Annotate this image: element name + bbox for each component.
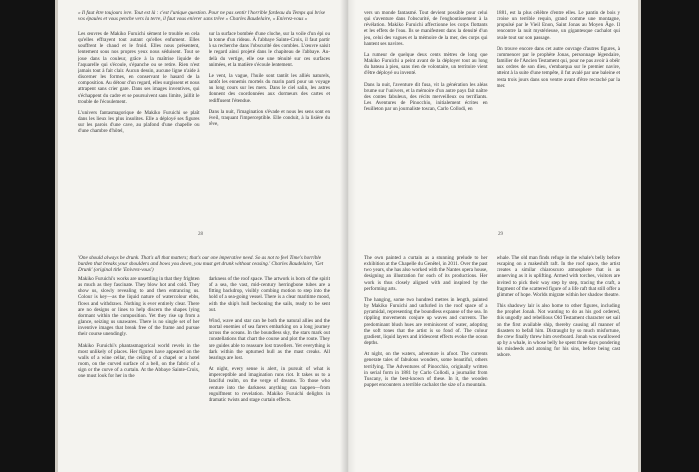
book-gutter <box>340 0 356 472</box>
paragraph: This shadowy lair is also home to other figures, including the prophet Jonah. Not wanting to do as his god ordered, this ungodly and rebellious Old Testament character set sail on the first available ship, thereby causing all manner of disasters to befall him. Distraught by so much misfortune, the crew finally threw him overboard. Jonah was swallowed up by a whale, in whose belly he spent three days pondering his misdeeds and atoning for his sins, before being cast ashore. <box>496 303 620 359</box>
english-column-3 <box>364 255 488 466</box>
paragraph: Wind, wave and star can be both the natural allies and the mortal enemies of sea farers embarking on a long journey across the oceans. In the boundless sky, the stars mark out constellations that chart the course and plot the route. They are guides able to reassure lost travellers. Yet everything is dark within the upturned hull as the mast creaks. All bearings are lost. <box>208 317 330 361</box>
paragraph: Makiko Furuichi's works are unsettling in that they frighten as much as they fascinate. They blow hot and cold. They show us, slowly revealing to and then entrancing us. Colour is key—as the liquid nature of watercolour ebbs, flows and withdraws. Nothing is ever entirely clear. There are no designs or lines to help discern the shapes lying dormant within the composition. Yet they rise up from a glance, seizing us unawares. There is no single set of her inventive images that break free of the frame and pursue their course unendingly. <box>78 276 200 338</box>
english-epigraph: 'One should always be drunk. That's all that matters; that's our one imperative need. So as not to feel Time's horrible burden that breaks your shoulders and bows you down, you must get drunk without ceasing.' Charles Baudelaire, 'Get Drunk' (original title 'Enivrez-vous') <box>78 255 324 274</box>
paragraph: La rumeur de quelque deux cents mètres de long que Makiko Furuichi a peint avant de la déployer tout au long du bateau à pieu, sans rien de volontaire, un territoire vient d'être déployé ou inventé. <box>364 51 488 77</box>
paragraph: Dans la nuit, l'aventure dit fusa, vit la génération les aléas brume sur l'univers, et la mémoire d'un autre pays fait naître des contes fabuleux, des récits merveilleux ou terrifiants. Les Aventures de Pinocchio, initialement écrites en feuilleton par un journaliste toscan, Carlo Collodi, en <box>364 81 488 113</box>
french-column-2 <box>209 31 331 216</box>
paragraph: Le vent, la vague, l'huile sont tantôt les alliés naturels, tantôt les ennemis mortels du marin parti pour un voyage au long cours sur les mers. Dans le ciel salin, les astres donnent des coordonnées aux dormeurs des cartes et rediffusent l'étendue. <box>208 72 330 104</box>
paragraph: Makiko Furuichi's phantasmagorical world revels in the most unlikely of places. Her figures have appeared on the walls of a wine cellar, the ceiling of a chapel or a hotel room, on the curved surface of a bell, on the fabric of a sign or the curve of a curtain. At the Abbaye Sainte-Croix, one must look for her in the <box>78 342 200 380</box>
paragraph: darkness of the roof space. The artwork is born of the spirit of a sea, the vast, mid-century herringbone tubes are a fitting backdrop, visibly combing motion to step into the hold of a sea-going vessel. There is a clear maritime mood, with the ship's hull beckoning the sails, ready to be sent out. <box>208 276 330 313</box>
page-edge-right <box>638 0 641 472</box>
english-column-4 <box>497 255 621 466</box>
paragraph: Les œuvres de Makiko Furuichi sèment le trouble en cela qu'elles effrayent tout autant qu'elles enfument. Elles souffrent le chaud et le froid. Elles nous présentent, lentement sous nos propres yeux nous séduisent. Tout se joue dans la couleur, grâce à la maîtrise liquide de l'aquarelle qui s'écoule, s'épanche ou se retire. Rien n'est jamais tout à fait clair. Aucun dessin, aucune ligne n'aide à discerner les formes, en conservant le hasard de la composition. Au détour d'un regard, elles surgissent et nous attrapent sans crier gare. Dans ses images inventives, qui s'échappent du cadre et se poursuivent sans limite, jaillit le trouble de l'écoulement. <box>78 31 200 105</box>
paragraph: vers un monde fantasmé. Tout devient possible pour celui qui s'aventure dans l'obscurité, de l'enghoutissement à la révélation. Makiko Furuichi affectionne les corps flottants et les effets de l'eau. Ils se manifestent dans la densité d'un jeu, celui des vagues et la mémoire de la mer, des corps qui hantent ses navires. <box>364 10 488 47</box>
english-text-columns <box>364 255 620 466</box>
open-book <box>58 0 638 472</box>
french-column-3 <box>364 10 488 216</box>
paragraph: The own painted a curtain as a stunning prelude to her exhibition at the Chapelle du Genêtel, in 2011. Over the past two years, she has also worked with the Nantes opera house, designing an illustration for each of its productions. Her work is thus closely aligned with and inspired by the performing arts. <box>364 255 488 292</box>
paragraph: At night, every sense is alert, in pursuit of what is imperceptible and imagination runs riot. It takes us to a fanciful realm, on the verge of dreams. To those who venture into the darkness anything can happen—from engulfment to revelation. Makiko Furuichi delights in dramatic twists and stage curtain effects. <box>208 366 330 403</box>
french-column-1 <box>78 31 200 216</box>
left-page <box>58 0 348 472</box>
paragraph: The hanging, some two hundred metres in length, painted by Makiko Furuichi and unfurled in the roof space of a pyramidal, representing the boundless expanse of the sea. In rippling movements conjure up waves and currents. The predominant blush hues are reminiscent of water, adopting the soft tones that the artist is so fond of. The colour gradient, liquid layers and iridescent effects evoke the ocean depths. <box>364 296 488 347</box>
paragraph: L'univers fantasmagorique de Makiko Furuichi se plaît dans les lieux les plus insolites. Elle a déployé ses figures sur les parois d'une cave, au plafond d'une chapelle ou d'une chambre d'hôtel, <box>78 109 200 135</box>
french-epigraph: « Il faut être toujours ivre. Tout est là : c'est l'unique question. Pour ne pas sentir l'horrible fardeau du Temps qui brise vos épaules et vous penche vers la terre, il faut vous enivrer sans trêve » Charles Baudelaire, « Enivrez-vous » <box>78 10 326 23</box>
paragraph: On trouve encore dans cet autre ouvrage d'autres figures, à commencer par le prophète Jonas, personnage légendaire, familier de l'Ancien Testament qui, pour ne pas avoir à obéir aux ordres de son dieu, s'embarqua sur le premier navire, atteint à la suite d'une tempête, il fut avalé par une baleine et resta trois jours dans son ventre avant d'être recraché par la mer. <box>496 45 620 89</box>
paragraph: sur la surface bombée d'une cloche, sur la voile d'un épi ou la tonne d'un rideau. À l'abbaye Sainte-Croix, il faut partir à sa recherche dans l'obscurité des combles. L'œuvre saisit le regard ainsi projeté dans le chapiteau de l'abbaye. Au-delà du vertige, elle ose une ténuité sur ces surfaces animées, et la matière s'écoule lentement. <box>208 31 330 68</box>
french-text-columns <box>364 10 620 216</box>
french-text-columns <box>78 31 330 216</box>
page-number: 28 <box>198 232 203 237</box>
right-page <box>348 0 638 472</box>
english-text-columns <box>78 276 330 466</box>
paragraph: whale. The old man finds refuge in the whale's belly before escaping on a makeshift raft. In the roof space, the artist creates a similar chiaroscuro atmosphere that is as unnerving as it is uplifting. Armed with torches, visitors are invited to pick their way step by step, tracing the craft, a fragment of the scattered figure of a life raft that still offer a glimmer of hope. Worlds migrate within her shadow theatre. <box>496 255 620 298</box>
paragraph: At night, on the waters, adventure is afoot. The currents generate tales of fabulous wonders, some beautiful, others terrifying. The Adventures of Pinocchio, originally written in serial form in 1881 by Carlo Collodi, a journalist from Tuscany, is the best-known of these. In it, the wooden puppet encounters a terrible cachalot the size of a mountain. <box>364 351 488 388</box>
paragraph: 1881, est la plus célèbre d'entre elles. Le pantin de bois y croise un terrible requin, grand comme une montagne, propulsé par le Vieil Enon, Saint Jonas au Moyen Âge. Il rencontre la nuit mystérieuse, un gigantesque cachalot qui avale tout sur son passage. <box>496 10 620 41</box>
paragraph: Dans la nuit, l'imagination s'évade et nous les sens sont en éveil, traquant l'imperceptible. Elle conduit, à la lisière du rêve, <box>208 108 330 128</box>
page-number: 29 <box>498 232 503 237</box>
french-column-4 <box>497 10 621 216</box>
english-column-2 <box>209 276 331 466</box>
english-column-1 <box>78 276 200 466</box>
